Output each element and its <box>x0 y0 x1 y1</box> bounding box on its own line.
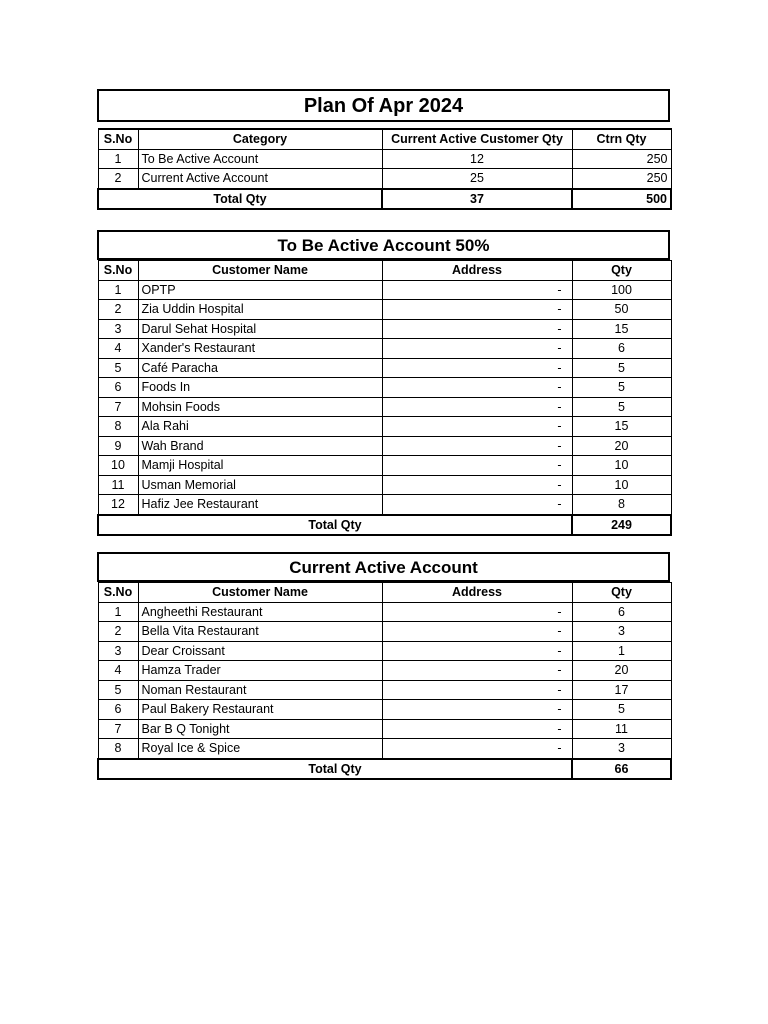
row-sno: 7 <box>98 719 138 739</box>
to-be-active-section <box>97 230 670 536</box>
row-customer-name: Zia Uddin Hospital <box>138 300 382 320</box>
row-address: - <box>382 358 572 378</box>
row-address: - <box>382 300 572 320</box>
row-qty: 15 <box>572 319 671 339</box>
total-label: Total Qty <box>98 759 572 780</box>
row-address: - <box>382 739 572 759</box>
row-customer-name: OPTP <box>138 280 382 300</box>
row-sno: 12 <box>98 495 138 515</box>
row-qty: 5 <box>572 700 671 720</box>
row-address: - <box>382 319 572 339</box>
row-address: - <box>382 622 572 642</box>
row-qty: 8 <box>572 495 671 515</box>
table-row <box>98 358 671 378</box>
row-customer-name: Paul Bakery Restaurant <box>138 700 382 720</box>
row-customer-name: Bar B Q Tonight <box>138 719 382 739</box>
table-row <box>98 680 671 700</box>
table-row <box>98 641 671 661</box>
row-category: Current Active Account <box>138 169 382 189</box>
row-address: - <box>382 378 572 398</box>
row-address: - <box>382 495 572 515</box>
current-active-title: Current Active Account <box>97 552 670 582</box>
row-address: - <box>382 436 572 456</box>
row-qty: 10 <box>572 475 671 495</box>
table-row <box>98 602 671 622</box>
row-sno: 11 <box>98 475 138 495</box>
row-customer-name: Royal Ice & Spice <box>138 739 382 759</box>
table-row <box>98 300 671 320</box>
row-ctrn-qty: 250 <box>572 169 671 189</box>
row-sno: 1 <box>98 280 138 300</box>
total-row <box>98 515 671 536</box>
row-customer-name: Xander's Restaurant <box>138 339 382 359</box>
row-customer-name: Noman Restaurant <box>138 680 382 700</box>
table-row <box>98 436 671 456</box>
current-active-section <box>97 552 670 780</box>
row-sno: 5 <box>98 680 138 700</box>
row-qty: 100 <box>572 280 671 300</box>
row-sno: 6 <box>98 378 138 398</box>
row-sno: 8 <box>98 739 138 759</box>
row-customer-name: Hafiz Jee Restaurant <box>138 495 382 515</box>
row-qty: 3 <box>572 622 671 642</box>
row-address: - <box>382 680 572 700</box>
row-sno: 5 <box>98 358 138 378</box>
plan-header-sno: S.No <box>98 129 138 149</box>
to-be-active-table <box>97 260 672 536</box>
row-qty: 5 <box>572 397 671 417</box>
row-customer-name: Hamza Trader <box>138 661 382 681</box>
row-qty: 11 <box>572 719 671 739</box>
to-be-active-title: To Be Active Account 50% <box>97 230 670 260</box>
header-address: Address <box>382 583 572 603</box>
row-customer-qty: 12 <box>382 149 572 169</box>
row-customer-qty: 25 <box>382 169 572 189</box>
current-active-table <box>97 582 672 780</box>
row-address: - <box>382 417 572 437</box>
table-row <box>98 739 671 759</box>
table-row <box>98 417 671 437</box>
table-row <box>98 378 671 398</box>
row-customer-name: Darul Sehat Hospital <box>138 319 382 339</box>
row-customer-name: Ala Rahi <box>138 417 382 437</box>
row-address: - <box>382 641 572 661</box>
row-sno: 4 <box>98 661 138 681</box>
header-sno: S.No <box>98 583 138 603</box>
row-sno: 9 <box>98 436 138 456</box>
table-row <box>98 719 671 739</box>
header-qty: Qty <box>572 583 671 603</box>
row-address: - <box>382 456 572 476</box>
plan-header-category: Category <box>138 129 382 149</box>
table-row <box>98 280 671 300</box>
row-sno: 10 <box>98 456 138 476</box>
table-row <box>98 169 671 189</box>
table-row <box>98 622 671 642</box>
row-customer-name: Mohsin Foods <box>138 397 382 417</box>
row-qty: 20 <box>572 661 671 681</box>
row-customer-name: Wah Brand <box>138 436 382 456</box>
row-sno: 3 <box>98 641 138 661</box>
row-qty: 6 <box>572 602 671 622</box>
total-label: Total Qty <box>98 189 382 210</box>
row-sno: 8 <box>98 417 138 437</box>
row-sno: 2 <box>98 169 138 189</box>
row-customer-name: Mamji Hospital <box>138 456 382 476</box>
row-customer-name: Usman Memorial <box>138 475 382 495</box>
row-qty: 6 <box>572 339 671 359</box>
row-address: - <box>382 397 572 417</box>
row-sno: 2 <box>98 300 138 320</box>
table-row <box>98 700 671 720</box>
row-sno: 3 <box>98 319 138 339</box>
total-qty: 249 <box>572 515 671 536</box>
table-row <box>98 397 671 417</box>
plan-title: Plan Of Apr 2024 <box>97 89 670 122</box>
row-address: - <box>382 280 572 300</box>
total-customer-qty: 37 <box>382 189 572 210</box>
row-customer-name: Angheethi Restaurant <box>138 602 382 622</box>
total-qty: 66 <box>572 759 671 780</box>
plan-section <box>97 89 670 210</box>
row-sno: 4 <box>98 339 138 359</box>
row-address: - <box>382 475 572 495</box>
row-qty: 50 <box>572 300 671 320</box>
total-row <box>98 189 671 210</box>
total-ctrn-qty: 500 <box>572 189 671 210</box>
row-qty: 5 <box>572 358 671 378</box>
row-sno: 1 <box>98 602 138 622</box>
header-qty: Qty <box>572 261 671 281</box>
row-customer-name: Foods In <box>138 378 382 398</box>
row-qty: 10 <box>572 456 671 476</box>
row-customer-name: Bella Vita Restaurant <box>138 622 382 642</box>
table-row <box>98 661 671 681</box>
row-qty: 5 <box>572 378 671 398</box>
table-row <box>98 456 671 476</box>
row-qty: 15 <box>572 417 671 437</box>
header-customer-name: Customer Name <box>138 261 382 281</box>
table-row <box>98 149 671 169</box>
row-address: - <box>382 339 572 359</box>
header-customer-name: Customer Name <box>138 583 382 603</box>
header-sno: S.No <box>98 261 138 281</box>
row-sno: 2 <box>98 622 138 642</box>
plan-table <box>97 128 672 210</box>
total-row <box>98 759 671 780</box>
plan-header-customer-qty: Current Active Customer Qty <box>382 129 572 149</box>
row-qty: 1 <box>572 641 671 661</box>
row-category: To Be Active Account <box>138 149 382 169</box>
row-sno: 1 <box>98 149 138 169</box>
row-customer-name: Café Paracha <box>138 358 382 378</box>
row-address: - <box>382 661 572 681</box>
row-qty: 17 <box>572 680 671 700</box>
row-qty: 3 <box>572 739 671 759</box>
row-address: - <box>382 700 572 720</box>
table-row <box>98 495 671 515</box>
plan-header-ctrn-qty: Ctrn Qty <box>572 129 671 149</box>
total-label: Total Qty <box>98 515 572 536</box>
row-sno: 7 <box>98 397 138 417</box>
table-row <box>98 339 671 359</box>
row-qty: 20 <box>572 436 671 456</box>
row-address: - <box>382 602 572 622</box>
row-sno: 6 <box>98 700 138 720</box>
header-address: Address <box>382 261 572 281</box>
table-row <box>98 475 671 495</box>
row-address: - <box>382 719 572 739</box>
row-ctrn-qty: 250 <box>572 149 671 169</box>
table-row <box>98 319 671 339</box>
row-customer-name: Dear Croissant <box>138 641 382 661</box>
